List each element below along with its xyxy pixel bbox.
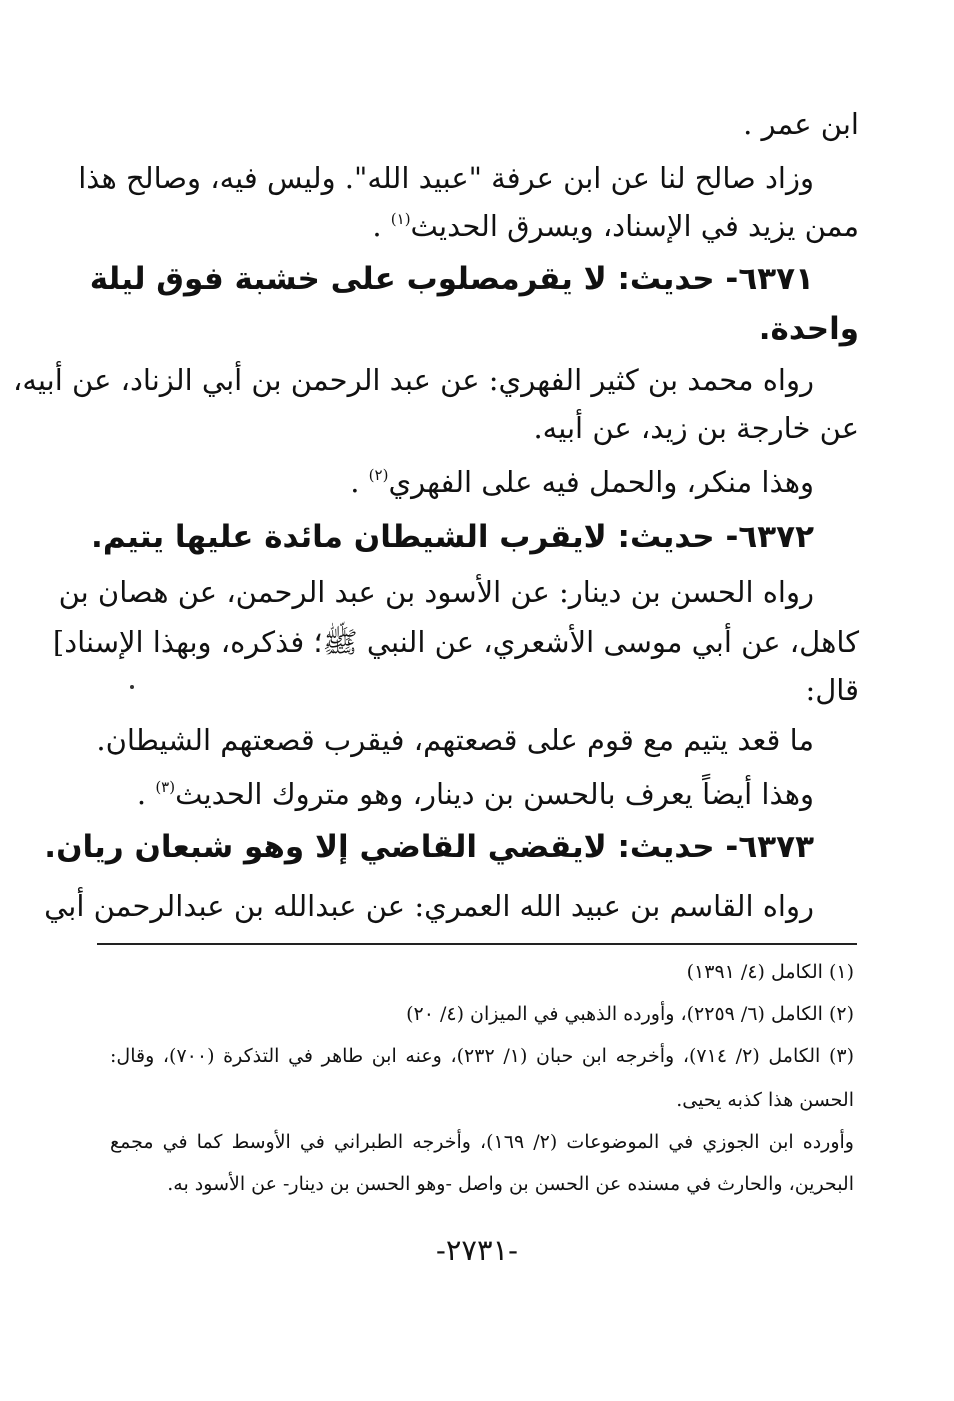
footnote-ref-3: (٣) <box>155 778 176 796</box>
text-line-11: كاهل، عن أبي موسى الأشعري، عن النبي ﷺ؛ فذكره، وبهذا الإسناد] <box>52 625 859 659</box>
text-line-13: ما قعد يتيم مع قوم على قصعتهم، فيقرب قصعتهم الشيطان. <box>96 723 814 757</box>
text-line-3: ممن يزيد في الإسناد، ويسرق الحديث$^{(١)}$ . <box>372 209 859 243</box>
text-line-16: رواه القاسم بن عبيد الله العمري: عن عبدالله بن عبدالرحمن أبي <box>44 889 814 923</box>
text-line-10: رواه الحسن بن دينار: عن الأسود بن عبد الرحمن، عن هصان بن <box>58 575 814 609</box>
text-line-2: وزاد صالح لنا عن ابن عرفة "عبيد الله". وليس فيه، وصالح هذا <box>78 161 814 195</box>
hadith-heading-6371-cont: واحدة. <box>758 311 859 347</box>
hadith-heading-6372: ٦٣٧٢- حديث: لايقرب الشيطان مائدة عليها يتيم. <box>91 519 814 555</box>
footnote-3-cont-3: البحرين، والحارث في مسنده عن الحسن بن واصل -وهو الحسن بن دينار- عن الأسود به. <box>167 1173 854 1195</box>
footnote-1: (١) الكامل (٤/ ١٣٩١) <box>686 961 854 983</box>
footnote-2: (٢) الكامل (٦/ ٢٢٥٩)، وأورده الذهبي في الميزان (٤/ ٢٠) <box>406 1003 854 1025</box>
text-line-8: وهذا منكر، والحمل فيه على الفهري$^{(٢)}$ . <box>350 465 814 499</box>
text-line-14: وهذا أيضاً يعرف بالحسن بن دينار، وهو متروك الحديث$^{(٣)}$ . <box>136 777 814 811</box>
footnote-3-cont: الحسن هذا كذبه يحيى. <box>676 1089 854 1111</box>
footnote-3: (٣) الكامل (٢/ ٧١٤)، وأخرجه ابن حبان (١/ ٢٣٢)، وعنه ابن طاهر في التذكرة (٧٠٠)، وقال: <box>110 1045 855 1067</box>
text-line-12: قال: <box>805 673 859 707</box>
hadith-heading-6373: ٦٣٧٣- حديث: لايقضي القاضي إلا وهو شبعان ريان. <box>44 829 814 865</box>
footnote-separator <box>97 943 857 945</box>
text-line-7: عن خارجة بن زيد، عن أبيه. <box>533 411 859 445</box>
page-number: -٢٧٣١- <box>436 1233 518 1267</box>
footnote-3-cont-2: وأورده ابن الجوزي في الموضوعات (٢/ ١٦٩)، وأخرجه الطبراني في الأوسط كما في مجمع <box>110 1131 854 1153</box>
text-line-6: رواه محمد بن كثير الفهري: عن عبد الرحمن بن أبي الزناد، عن أبيه، <box>13 363 814 397</box>
hadith-heading-6371: ٦٣٧١- حديث: لا يقرمصلوب على خشبة فوق ليلة <box>89 261 814 297</box>
footnote-ref-1: (١) <box>390 210 411 228</box>
ink-dot <box>130 685 134 689</box>
footnote-ref-2: (٢) <box>368 466 389 484</box>
text-line-1: ابن عمر . <box>743 107 859 141</box>
